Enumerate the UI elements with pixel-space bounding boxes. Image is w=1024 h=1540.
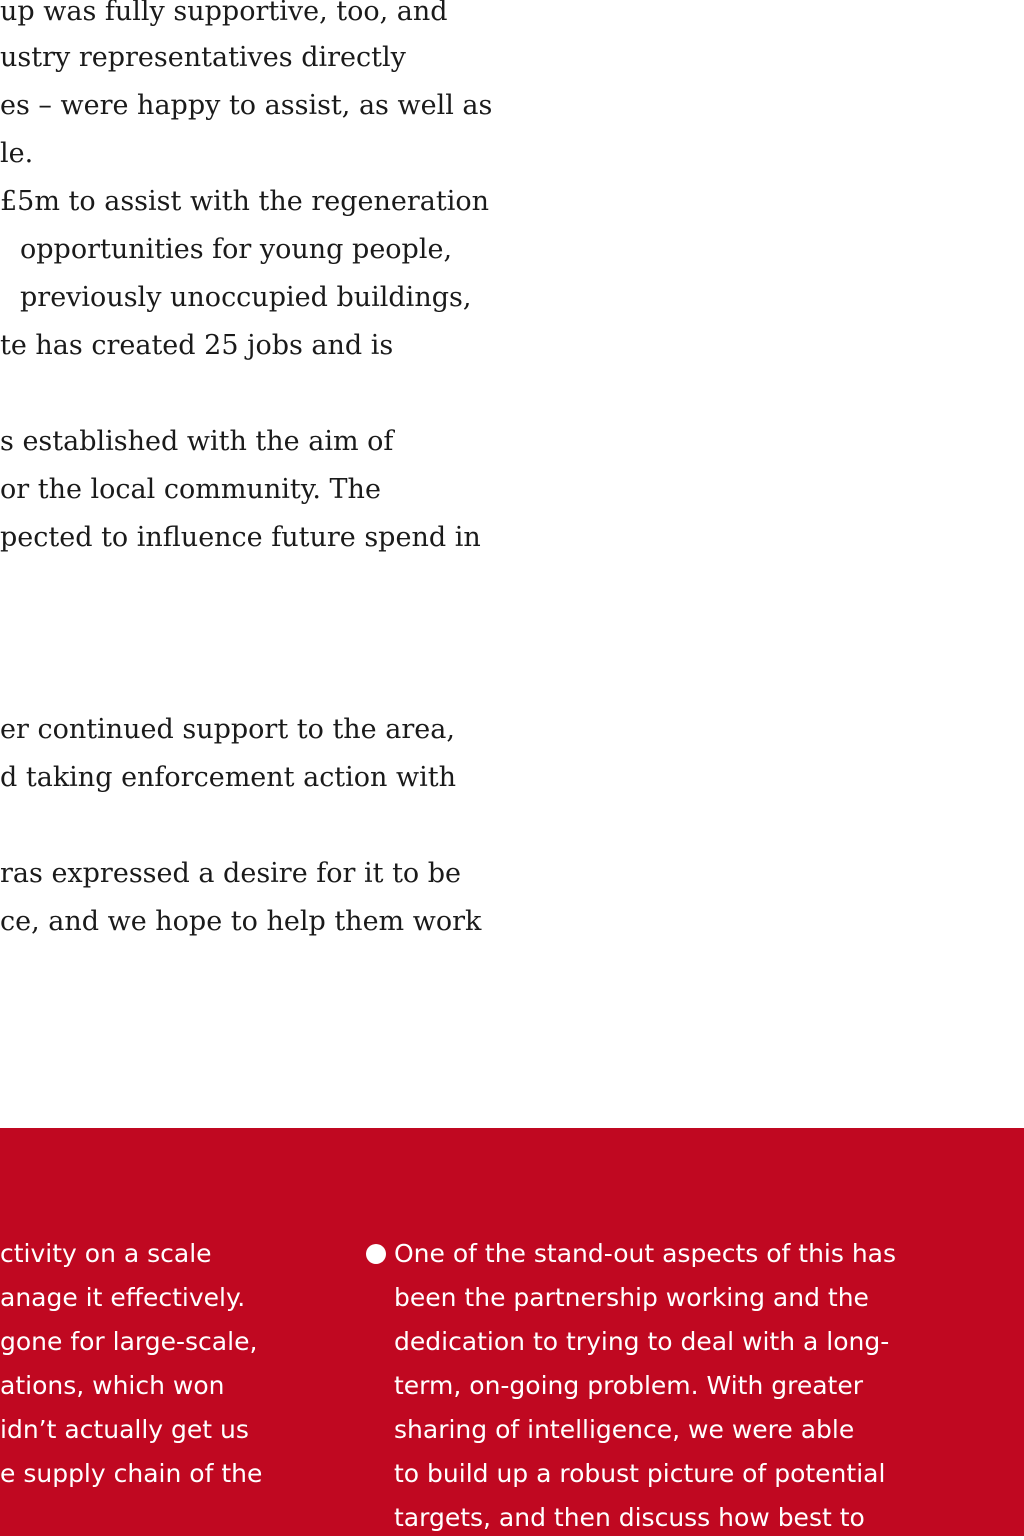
panel-line: ations, which won (0, 1371, 225, 1400)
panel-line: e supply chain of the (0, 1459, 263, 1488)
article-line: ustry representatives directly (0, 42, 406, 73)
panel-line: targets, and then discuss how best to (394, 1503, 865, 1532)
panel-line: gone for large-scale, (0, 1327, 258, 1356)
article-line: s established with the aim of (0, 426, 394, 457)
panel-line: idn’t actually get us (0, 1415, 249, 1444)
article-line: opportunities for young people, (20, 234, 453, 265)
panel-line: to build up a robust picture of potential (394, 1459, 886, 1488)
article-line: ras expressed a desire for it to be (0, 858, 462, 889)
article-line: up was fully supportive, too, and (0, 0, 448, 27)
bullet-dot-icon (366, 1244, 386, 1264)
panel-line: anage it effectively. (0, 1283, 246, 1312)
article-line: d taking enforcement action with (0, 762, 457, 793)
panel-line: sharing of intelligence, we were able (394, 1415, 855, 1444)
panel-line: ctivity on a scale (0, 1239, 212, 1268)
article-line: le. (0, 138, 34, 169)
article-line: or the local community. The (0, 474, 381, 505)
panel-line: term, on-going problem. With greater (394, 1371, 864, 1400)
article-line: previously unoccupied buildings, (20, 282, 472, 313)
panel-line: One of the stand-out aspects of this has (394, 1239, 897, 1268)
panel-line: dedication to trying to deal with a long- (394, 1327, 890, 1356)
article-line: te has created 25 jobs and is (0, 330, 394, 361)
article-line: ce, and we hope to help them work (0, 906, 482, 937)
article-line: es – were happy to assist, as well as (0, 90, 493, 121)
panel-line: been the partnership working and the (394, 1283, 869, 1312)
article-line: £5m to assist with the regeneration (0, 186, 489, 217)
article-line: pected to influence future spend in (0, 522, 481, 553)
article-line: er continued support to the area, (0, 714, 455, 745)
